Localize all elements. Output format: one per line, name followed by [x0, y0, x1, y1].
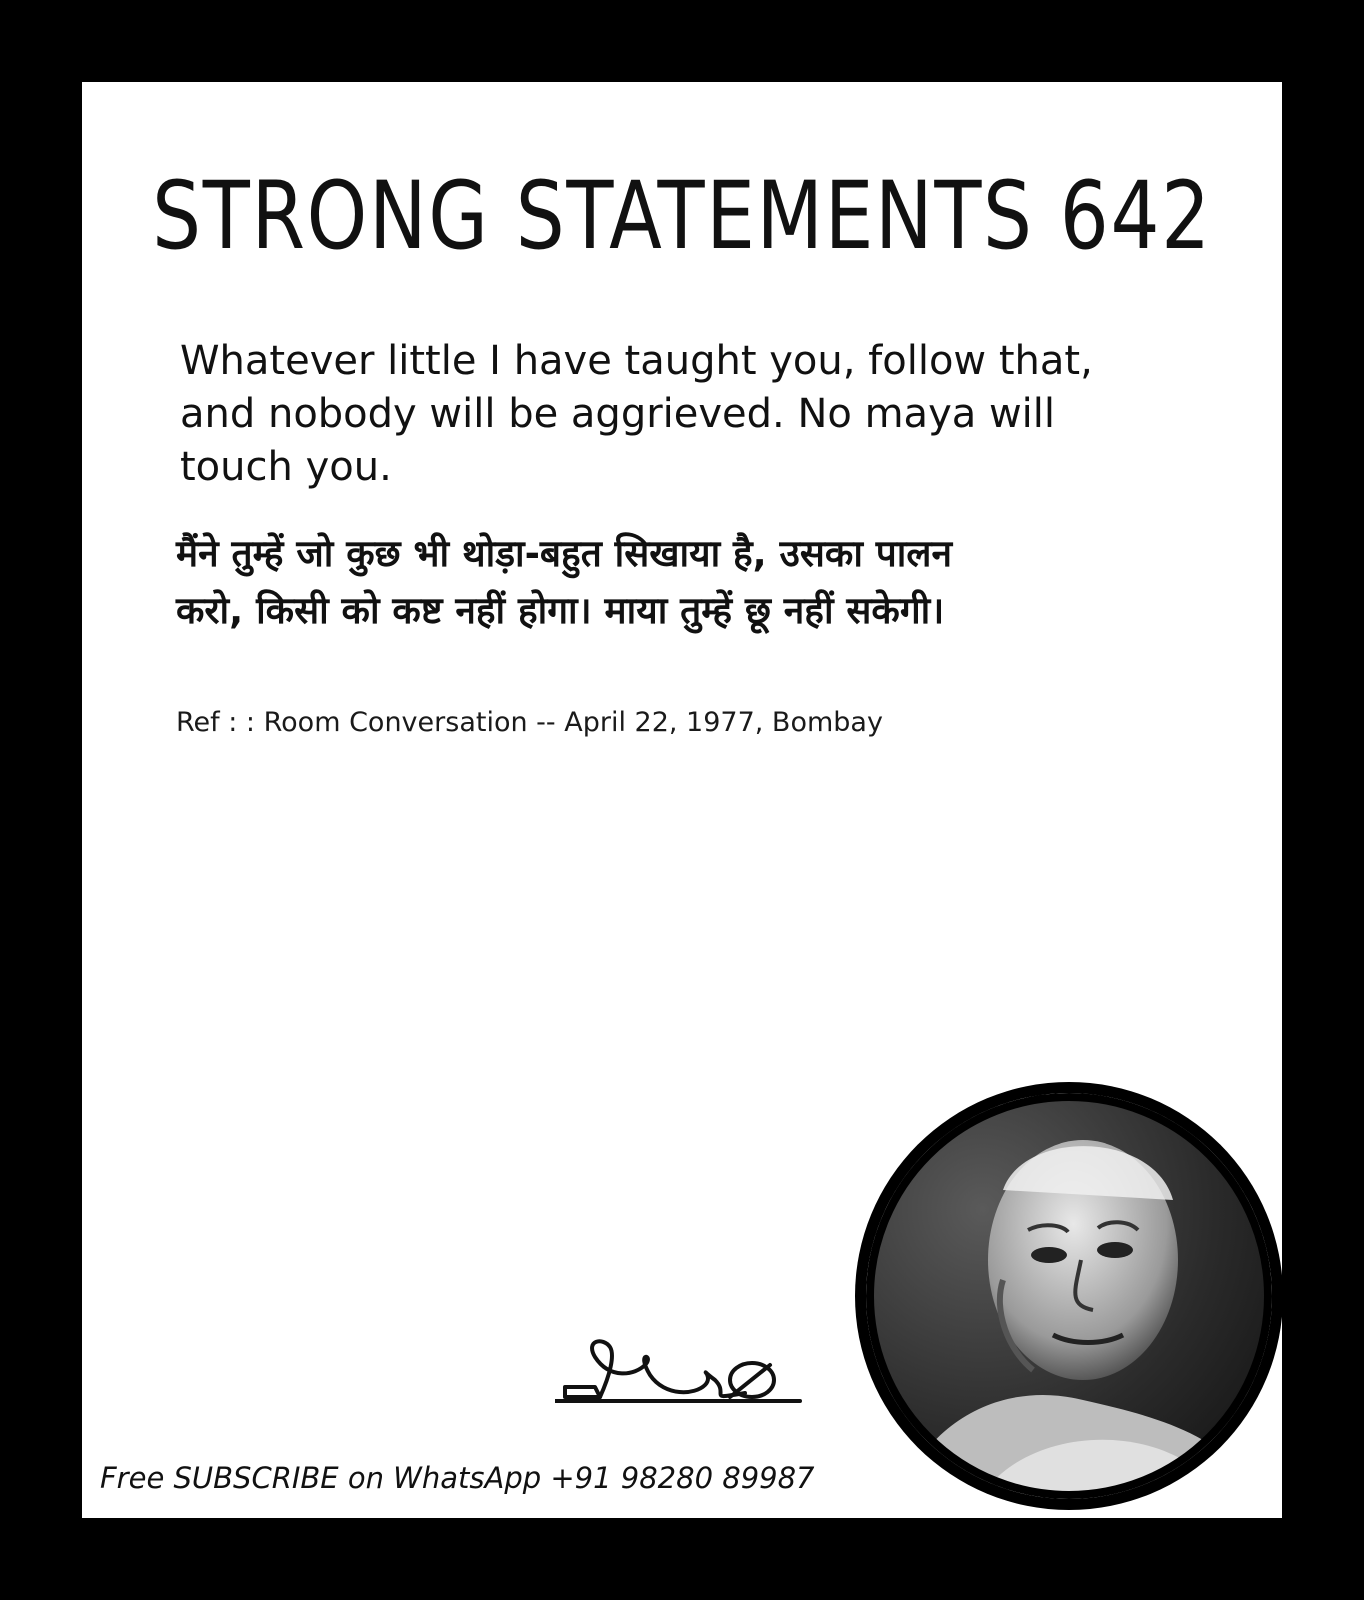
signature-image	[555, 1335, 815, 1425]
portrait-image	[853, 1080, 1285, 1512]
subscribe-text: Free SUBSCRIBE on WhatsApp +91 98280 89987	[100, 1461, 815, 1495]
quote-english: Whatever little I have taught you, follow that, and nobody will be aggrieved. No maya will touch you.	[180, 338, 1093, 490]
page-title: STRONG STATEMENTS 642	[152, 162, 1212, 271]
quote-hindi-line-1: मैंने तुम्हें जो कुछ भी थोड़ा-बहुत सिखाया है, उसका पालन	[176, 532, 953, 575]
reference-text: Ref : : Room Conversation -- April 22, 1977, Bombay	[176, 707, 883, 738]
quote-hindi	[176, 525, 1176, 639]
quote-hindi-line-2: करो, किसी को कष्ट नहीं होगा। माया तुम्हें छू नहीं सकेगी।	[176, 589, 945, 632]
